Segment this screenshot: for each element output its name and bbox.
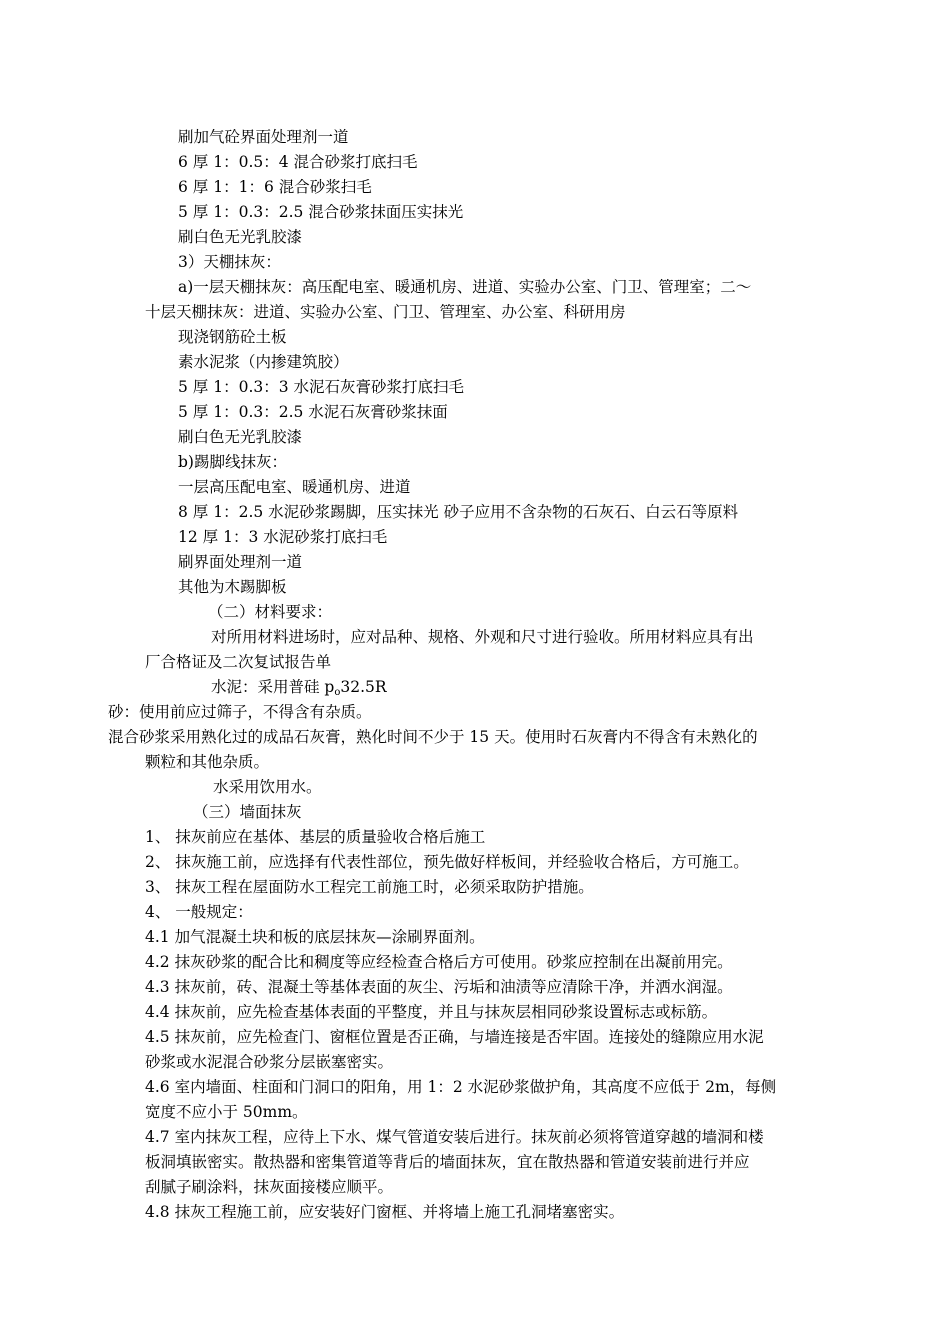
- text-line: 其他为木踢脚板: [178, 578, 287, 596]
- cement-grade: 32.5R: [340, 678, 387, 696]
- text-line: 板洞填嵌密实。散热器和密集管道等背后的墙面抹灰，宜在散热器和管道安装前进行并应: [145, 1153, 750, 1171]
- section-heading: （三）墙面抹灰: [193, 803, 302, 821]
- list-item: 3、 抹灰工程在屋面防水工程完工前施工时，必须采取防护措施。: [145, 878, 594, 896]
- list-item: 1、 抹灰前应在基体、基层的质量验收合格后施工: [145, 828, 486, 846]
- text-line: 6 厚 1：0.5：4 混合砂浆打底扫毛: [178, 153, 418, 171]
- text-line: 刷界面处理剂一道: [178, 553, 303, 571]
- text-line: 水采用饮用水。: [213, 778, 322, 796]
- list-item: 4.8 抹灰工程施工前，应安装好门窗框、并将墙上施工孔洞堵塞密实。: [145, 1203, 625, 1221]
- section-heading: 3）天棚抹灰：: [178, 253, 281, 271]
- text-line: 刷白色无光乳胶漆: [178, 428, 303, 446]
- list-item: 4.1 加气混凝土块和板的底层抹灰—涂刷界面剂。: [145, 928, 485, 946]
- text-line: 5 厚 1：0.3：3 水泥石灰膏砂浆打底扫毛: [178, 378, 465, 396]
- list-item: 4.5 抹灰前，应先检查门、窗框位置是否正确，与墙连接是否牢固。连接处的缝隙应用水泥: [145, 1028, 764, 1046]
- text-line: 6 厚 1：1：6 混合砂浆扫毛: [178, 178, 372, 196]
- cement-label: 水泥：采用普硅 p: [211, 678, 335, 696]
- text-line: 刷加气砼界面处理剂一道: [178, 128, 349, 146]
- section-heading: b)踢脚线抹灰：: [178, 453, 287, 471]
- text-line: 混合砂浆采用熟化过的成品石灰膏，熟化时间不少于 15 天。使用时石灰膏内不得含有未熟化的: [108, 728, 758, 746]
- list-item: 4.6 室内墙面、柱面和门洞口的阳角，用 1：2 水泥砂浆做护角，其高度不应低于 2m，每侧: [145, 1078, 777, 1096]
- list-item: 4、 一般规定：: [145, 903, 253, 921]
- text-line: 5 厚 1：0.3：2.5 混合砂浆抹面压实抹光: [178, 203, 464, 221]
- list-item: 4.7 室内抹灰工程，应待上下水、煤气管道安装后进行。抹灰前必须将管道穿越的墙洞和楼: [145, 1128, 764, 1146]
- list-item: 4.3 抹灰前，砖、混凝土等基体表面的灰尘、污垢和油渍等应清除干净，并洒水润湿。: [145, 978, 733, 996]
- list-item: 4.2 抹灰砂浆的配合比和稠度等应经检查合格后方可使用。砂浆应控制在出凝前用完。: [145, 953, 733, 971]
- text-line: 素水泥浆（内掺建筑胶）: [178, 353, 349, 371]
- list-item: 4.4 抹灰前，应先检查基体表面的平整度，并且与抹灰层相同砂浆设置标志或标筋。: [145, 1003, 718, 1021]
- text-line: 厂合格证及二次复试报告单: [145, 653, 332, 671]
- cement-subscript: o: [334, 687, 341, 698]
- text-line: 12 厚 1：3 水泥砂浆打底扫毛: [178, 528, 388, 546]
- text-line: 宽度不应小于 50mm。: [145, 1103, 308, 1121]
- text-line: 砂：使用前应过筛子，不得含有杂质。: [108, 703, 372, 721]
- text-line: 十层天棚抹灰：进道、实验办公室、门卫、管理室、办公室、科研用房: [145, 303, 626, 321]
- text-line: 一层高压配电室、暖通机房、进道: [178, 478, 411, 496]
- text-line: 颗粒和其他杂质。: [145, 753, 270, 771]
- text-line: 现浇钢筋砼土板: [178, 328, 287, 346]
- text-line: [211, 676, 387, 704]
- text-line: a)一层天棚抹灰：高压配电室、暖通机房、进道、实验办公室、门卫、管理室；二～: [178, 278, 752, 296]
- text-line: 刷白色无光乳胶漆: [178, 228, 303, 246]
- text-line: 5 厚 1：0.3：2.5 水泥石灰膏砂浆抹面: [178, 403, 448, 421]
- text-line: 砂浆或水泥混合砂浆分层嵌塞密实。: [145, 1053, 394, 1071]
- text-line: 刮腻子刷涂料，抹灰面接楼应顺平。: [145, 1178, 394, 1196]
- text-line: 对所用材料进场时，应对品种、规格、外观和尺寸进行验收。所用材料应具有出: [211, 628, 754, 646]
- text-line: 8 厚 1：2.5 水泥砂浆踢脚，压实抹光 砂子应用不含杂物的石灰石、白云石等原料: [178, 503, 739, 521]
- list-item: 2、 抹灰施工前，应选择有代表性部位，预先做好样板间，并经验收合格后，方可施工。: [145, 853, 749, 871]
- section-heading: （二）材料要求：: [208, 603, 333, 621]
